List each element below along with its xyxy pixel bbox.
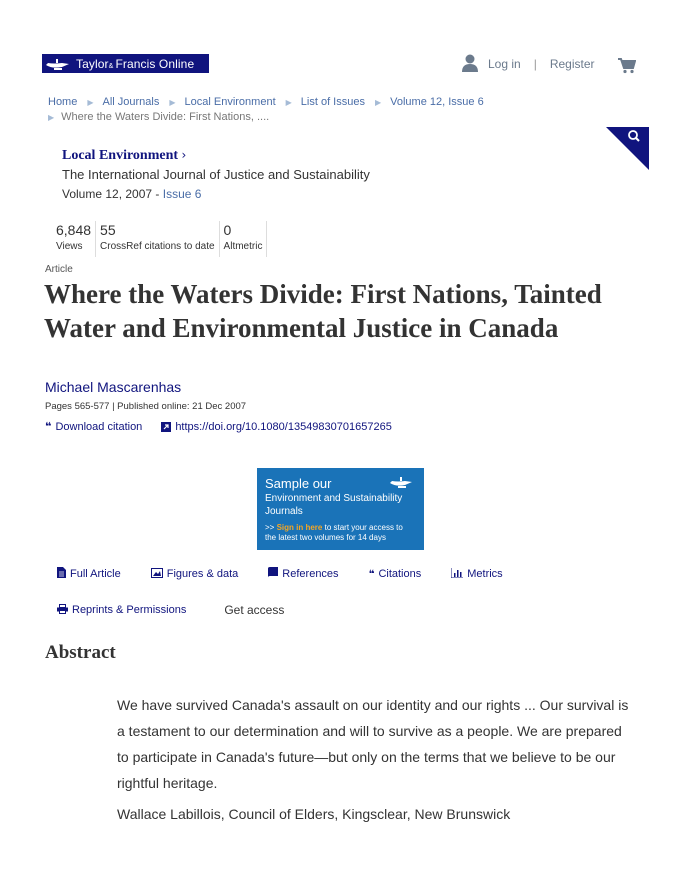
quote-icon: ❝	[45, 421, 52, 433]
ad-subheading: Environment and Sustainability Journals	[265, 493, 403, 517]
metric-crossref[interactable]: 55 CrossRef citations to date	[96, 221, 220, 257]
breadcrumb-local-environment[interactable]: Local Environment	[184, 96, 276, 108]
article-type: Article	[45, 264, 73, 275]
lamp-logo-icon	[42, 54, 76, 73]
breadcrumb-arrow-icon: ▶	[87, 98, 94, 107]
image-icon	[151, 568, 163, 581]
login-link[interactable]: Log in	[488, 57, 521, 71]
article-tabs	[57, 567, 533, 617]
breadcrumb-arrow-icon: ▶	[169, 98, 176, 107]
breadcrumb	[48, 95, 648, 125]
get-access-button[interactable]: Get access	[224, 603, 285, 617]
search-toggle[interactable]	[606, 127, 649, 170]
article-title: Where the Waters Divide: First Nations, Tainted Water and Environmental Justice in Canada	[44, 279, 602, 343]
external-link-icon	[161, 422, 171, 432]
metric-views[interactable]: 6,848 Views	[56, 221, 96, 257]
tab-citations[interactable]: ❝ Citations	[368, 568, 422, 580]
breadcrumb-home[interactable]: Home	[48, 96, 78, 108]
quote-icon: ❝	[368, 568, 375, 580]
article-metrics	[56, 221, 267, 257]
separator: |	[533, 57, 537, 71]
download-citation-link[interactable]: ❝ Download citation	[45, 420, 143, 433]
abstract-heading: Abstract	[45, 642, 116, 663]
register-link[interactable]: Register	[549, 57, 595, 71]
publication-info: Pages 565-577 | Published online: 21 Dec 2007	[45, 401, 247, 412]
abstract-quote: We have survived Canada's assault on our identity and our rights ... Our survival is a testament to our determination and will to survive as a people. We are prepared to participate in Canada's future—but only on the terms that we believe to be our rightful heritage.	[117, 697, 629, 791]
site-logo[interactable]	[42, 54, 209, 73]
breadcrumb-current: Where the Waters Divide: First Nations, ....	[61, 111, 270, 123]
tab-metrics[interactable]: Metrics	[451, 568, 502, 581]
metric-altmetric[interactable]: 0 Altmetric	[220, 221, 268, 257]
journal-subtitle: The International Journal of Justice and Sustainability	[62, 167, 370, 182]
print-icon	[57, 604, 68, 617]
document-icon	[57, 567, 66, 581]
sample-journals-ad[interactable]	[257, 468, 424, 550]
account-links	[462, 52, 595, 76]
bar-chart-icon	[451, 568, 463, 581]
issue-link[interactable]: Issue 6	[162, 187, 202, 201]
tab-references[interactable]: References	[268, 567, 338, 581]
book-icon	[268, 567, 278, 581]
ad-body: >> Sign in here to start your access to the latest two volumes for 14 days	[265, 523, 403, 542]
breadcrumb-issue[interactable]: Volume 12, Issue 6	[390, 96, 484, 108]
breadcrumb-arrow-icon: ▶	[374, 98, 382, 107]
breadcrumb-all-journals[interactable]: All Journals	[102, 96, 160, 108]
cart-icon[interactable]	[618, 58, 636, 79]
ad-heading: Sample our	[265, 476, 332, 491]
ad-sign-in-link[interactable]: Sign in here	[276, 523, 323, 532]
lamp-logo-icon	[388, 474, 418, 495]
doi-link[interactable]: https://doi.org/10.1080/13549830701657265	[161, 421, 392, 433]
citation-links	[45, 420, 392, 433]
abstract-attribution: Wallace Labillois, Council of Elders, Kingsclear, New Brunswick	[117, 806, 511, 822]
user-icon[interactable]	[462, 54, 478, 75]
journal-volume: Volume 12, 2007 - Issue 6	[62, 187, 202, 201]
journal-title[interactable]: Local Environment ›	[62, 148, 187, 163]
chevron-right-icon: ›	[181, 148, 187, 162]
author-link[interactable]: Michael Mascarenhas	[45, 379, 182, 395]
breadcrumb-arrow-icon: ▶	[285, 98, 292, 107]
logo-text: Taylor& Francis Online	[76, 56, 195, 71]
breadcrumb-arrow-icon: ▶	[48, 113, 55, 122]
tab-reprints[interactable]: Reprints & Permissions	[57, 604, 186, 617]
breadcrumb-list-of-issues[interactable]: List of Issues	[300, 96, 365, 108]
tab-full-article[interactable]: Full Article	[57, 567, 121, 581]
tab-figures[interactable]: Figures & data	[151, 568, 239, 581]
